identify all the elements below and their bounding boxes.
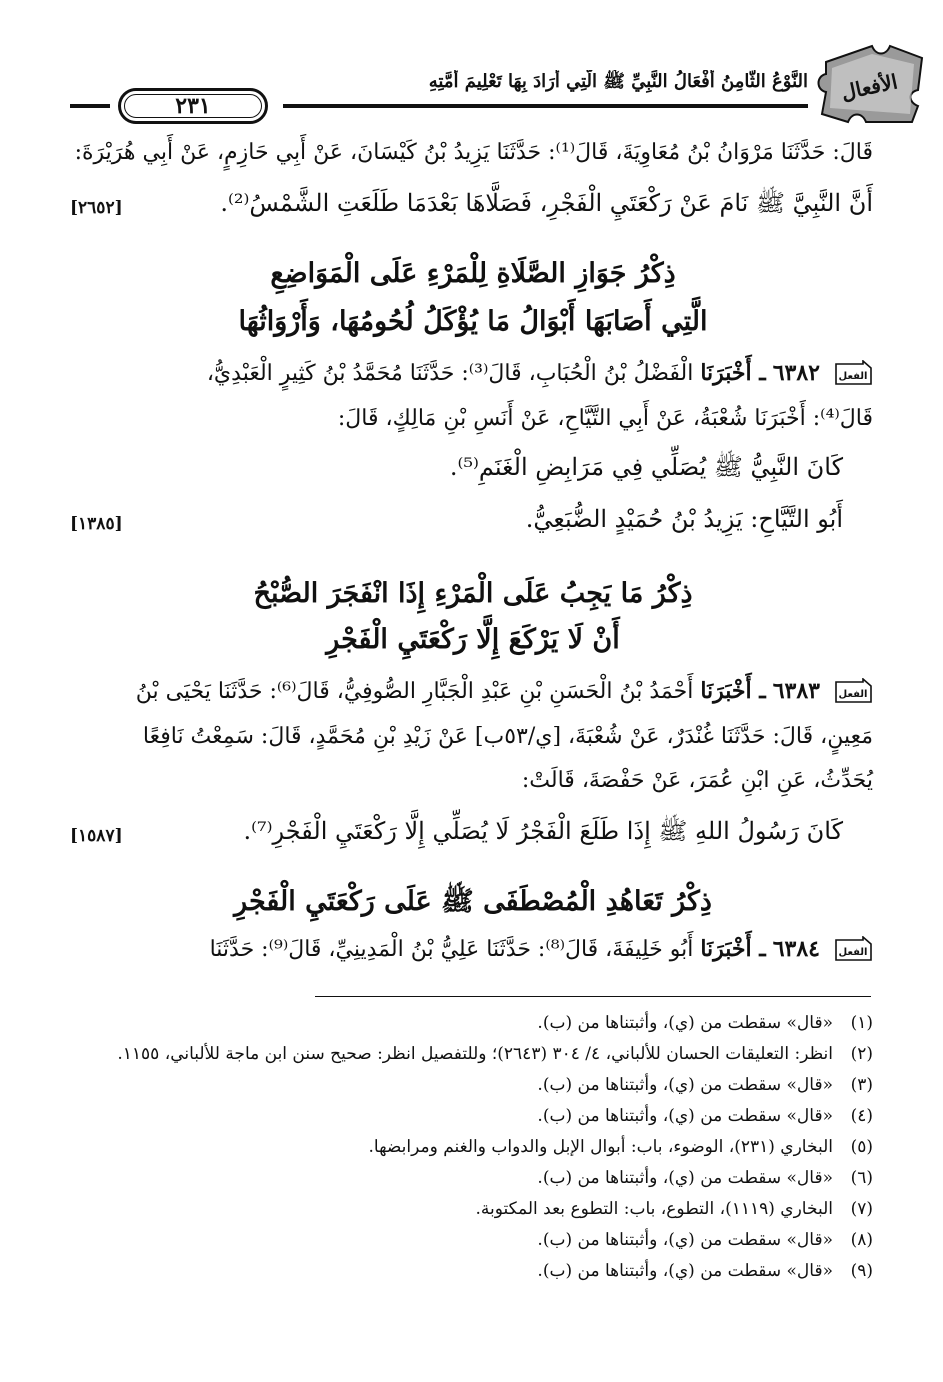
- isnad-line: يُحَدِّثُ، عَنِ ابْنِ عُمَرَ، عَنْ حَفْصَةَ، قَالَتْ:: [521, 768, 873, 793]
- narrator-note: أَبُو التَّيَّاحِ: يَزِيدُ بْنُ حُمَيْدٍ الضُّبَعِيُّ.: [525, 505, 843, 533]
- footnote-text: انظر: التعليقات الحسان للألباني، ٤/ ٣٠٤ (٢٦٤٣)؛ وللتفصيل انظر: صحيح سنن ابن ماجة للألباني، ١١٥٥.: [117, 1044, 833, 1064]
- header-left-rule: [70, 104, 110, 108]
- footnote-number: (٨): [850, 1230, 873, 1250]
- isnad-text: الْفَضْلُ بْنُ الْحُبَابِ، قَالَ⁽³⁾: حَدَّثَنَا مُحَمَّدُ بْنُ كَثِيرٍ الْعَبْدِيُّ،: [206, 361, 694, 386]
- text-line-2: أَنَّ النَّبِيَّ ﷺ نَامَ عَنْ رَكْعَتَيِ الْفَجْرِ، فَصَلَّاهَا بَعْدَمَا طَلَعَتِ الشَّمْسُ⁽²⁾.: [220, 189, 873, 217]
- page-number: ٢٣١: [175, 93, 211, 119]
- narration-formula: ـ أَخْبَرَنَا: [700, 936, 766, 962]
- footnote: [73, 1039, 873, 1070]
- reference-number: [٢٦٥٢]: [70, 198, 123, 218]
- footnote-number: (٣): [850, 1075, 873, 1095]
- footnote-text: البخاري (٢٣١)، الوضوء، باب: أبوال الإبل والدواب والغنم ومرابضها.: [368, 1137, 833, 1157]
- narration-formula: ـ أَخْبَرَنَا: [700, 360, 766, 386]
- hadith-opening-line: [73, 678, 873, 706]
- footnote: [73, 1225, 873, 1256]
- chapter-heading: ذِكْرُ مَا يَجِبُ عَلَى الْمَرْءِ إِذَا انْفَجَرَ الصُّبْحُ: [253, 578, 693, 609]
- hadith-opening-line: [73, 360, 873, 388]
- narration-formula: ـ أَخْبَرَنَا: [700, 678, 766, 704]
- footnote-number: (٢): [850, 1044, 873, 1064]
- footnote: [73, 1256, 873, 1287]
- chapter-heading: ذِكْرُ تَعَاهُدِ الْمُصْطَفَى ﷺ عَلَى رَكْعَتَيِ الْفَجْرِ: [234, 886, 712, 917]
- header-rule: [283, 104, 808, 108]
- footnote-text: «قال» سقطت من (ي)، وأثبتناها من (ب).: [537, 1168, 833, 1188]
- footnote-number: (٤): [850, 1106, 873, 1126]
- footnote-number: (٥): [850, 1137, 873, 1157]
- footnote-number: (١): [850, 1013, 873, 1033]
- hadith-opening-line: [73, 936, 873, 964]
- isnad-line: مَعِينٍ، قَالَ: حَدَّثَنَا غُنْدَرٌ، عَنْ شُعْبَةَ، [ي/٥٣ب] عَنْ زَيْدِ بْنِ مُحَمَّدٍ، قَالَ: سَمِعْتُ نَافِعًا: [142, 724, 873, 749]
- footnote-text: «قال» سقطت من (ي)، وأثبتناها من (ب).: [537, 1013, 833, 1033]
- matn-line: كَانَ النَّبِيُّ ﷺ يُصَلِّي فِي مَرَابِضِ الْغَنَمِ⁽⁵⁾.: [449, 453, 843, 481]
- hadith-number: ٦٣٨٣: [772, 678, 820, 704]
- reference-number: [١٥٨٧]: [70, 826, 123, 846]
- footnote: [73, 1101, 873, 1132]
- chapter-heading: ذِكْرُ جَوَازِ الصَّلَاةِ لِلْمَرْءِ عَلَى الْمَوَاضِعِ: [270, 258, 676, 289]
- page-number-frame: [118, 88, 268, 124]
- reference-number: [١٣٨٥]: [70, 514, 123, 534]
- footnote: [73, 1132, 873, 1163]
- hadith-type-badge-icon: [833, 678, 873, 706]
- running-title: النَّوْعُ الثَّامِنُ أَفْعَالُ النَّبِيِّ ﷺ الَّتِي أَرَادَ بِهَا تَعْلِيمَ أُمَّتِهِ: [428, 71, 808, 92]
- isnad-text: أَبُو خَلِيفَةَ، قَالَ⁽⁸⁾: حَدَّثَنَا عَلِيُّ بْنُ الْمَدِينِيِّ، قَالَ⁽⁹⁾: حَدَّثَنَا: [209, 937, 694, 962]
- hadith-number: ٦٣٨٤: [772, 936, 820, 962]
- footnote-text: «قال» سقطت من (ي)، وأثبتناها من (ب).: [537, 1106, 833, 1126]
- chapter-heading: الَّتِي أَصَابَهَا أَبْوَالُ مَا يُؤْكَلُ لُحُومُهَا، وَأَرْوَاثُهَا: [238, 306, 708, 337]
- text-line-1: قَالَ: حَدَّثَنَا مَرْوَانُ بْنُ مُعَاوِيَةَ، قَالَ⁽¹⁾: حَدَّثَنَا يَزِيدُ بْنُ كَيْسَانَ، عَنْ أَبِي حَازِمٍ، عَنْ أَبِي هُرَيْرَةَ:: [74, 140, 873, 165]
- page-header: [70, 40, 930, 130]
- footnote: [73, 1070, 873, 1101]
- hadith-number: ٦٣٨٢: [772, 360, 820, 386]
- footnote-text: «قال» سقطت من (ي)، وأثبتناها من (ب).: [537, 1075, 833, 1095]
- footnotes: [73, 1008, 873, 1287]
- footnote: [73, 1163, 873, 1194]
- isnad-text: أَحْمَدُ بْنُ الْحَسَنِ بْنِ عَبْدِ الْجَبَّارِ الصُّوفِيُّ، قَالَ⁽⁶⁾: حَدَّثَنَا يَحْيَى بْنُ: [135, 679, 694, 704]
- footnote-text: «قال» سقطت من (ي)، وأثبتناها من (ب).: [537, 1230, 833, 1250]
- footnote: [73, 1194, 873, 1225]
- footnote-separator: [315, 996, 871, 997]
- hadith-type-label: الفعل: [838, 689, 868, 700]
- badge-label: الأفعال: [839, 69, 900, 105]
- chapter-heading: أَنْ لَا يَرْكَعَ إِلَّا رَكْعَتَيِ الْفَجْرِ: [326, 624, 620, 655]
- footnote-number: (٩): [850, 1261, 873, 1281]
- puzzle-badge-icon: [812, 40, 930, 128]
- hadith-type-label: الفعل: [838, 947, 868, 958]
- footnote-number: (٧): [850, 1199, 873, 1219]
- hadith-type-label: الفعل: [838, 371, 868, 382]
- footnote: [73, 1008, 873, 1039]
- footnote-number: (٦): [850, 1168, 873, 1188]
- footnote-text: البخاري (١١١٩)، التطوع، باب: التطوع بعد المكتوبة.: [475, 1199, 833, 1219]
- isnad-line: قَالَ⁽⁴⁾: أَخْبَرَنَا شُعْبَةُ، عَنْ أَبِي التَّيَّاحِ، عَنْ أَنَسِ بْنِ مَالِكٍ، قَالَ:: [337, 406, 873, 431]
- hadith-type-badge-icon: [833, 936, 873, 964]
- hadith-type-badge-icon: [833, 360, 873, 388]
- matn-line: كَانَ رَسُولُ اللهِ ﷺ إِذَا طَلَعَ الْفَجْرُ لَا يُصَلِّي إِلَّا رَكْعَتَيِ الْفَجْرِ⁽⁷⁾.: [243, 817, 843, 845]
- footnote-text: «قال» سقطت من (ي)، وأثبتناها من (ب).: [537, 1261, 833, 1281]
